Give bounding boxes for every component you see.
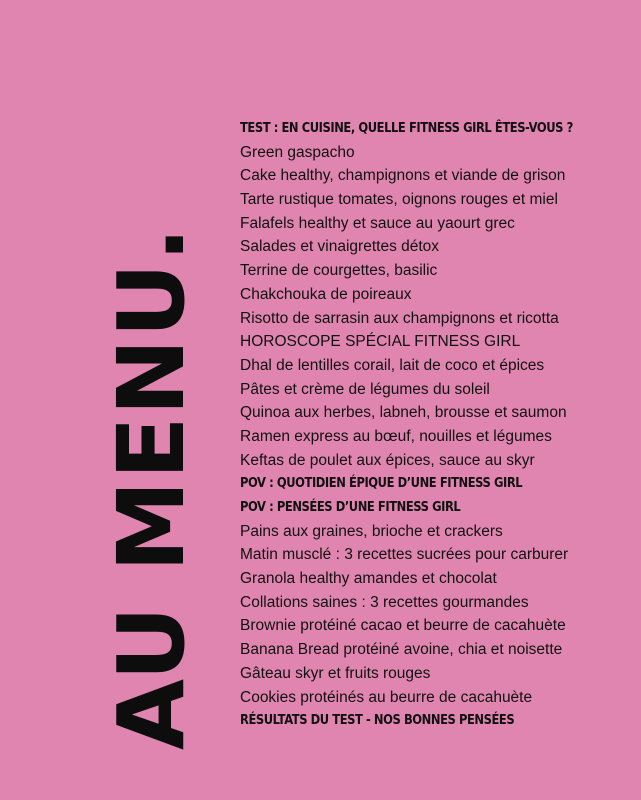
menu-heading: POV : PENSÉES D’UNE FITNESS GIRL bbox=[240, 500, 461, 515]
menu-item: Chakchouka de poireaux bbox=[240, 285, 412, 303]
menu-item: HOROSCOPE SPÉCIAL FITNESS GIRL bbox=[240, 333, 521, 351]
menu-heading: RÉSULTATS DU TEST - NOS BONNES PENSÉES bbox=[240, 713, 515, 729]
menu-item: Risotto de sarrasin aux champignons et ricotta bbox=[240, 309, 559, 327]
menu-item: Matin musclé : 3 recettes sucrées pour carburer bbox=[240, 546, 569, 564]
menu-item: Dhal de lentilles corail, lait de coco et épices bbox=[240, 356, 545, 374]
menu-item: Collations saines : 3 recettes gourmandes bbox=[240, 593, 529, 611]
menu-item: Gâteau skyr et fruits rouges bbox=[240, 664, 431, 682]
menu-list bbox=[240, 117, 627, 733]
menu-item: Terrine de courgettes, basilic bbox=[240, 262, 438, 280]
menu-item: Keftas de poulet aux épices, sauce au skyr bbox=[240, 451, 535, 469]
menu-heading: TEST : EN CUISINE, QUELLE FITNESS GIRL ÊTES-VOUS ? bbox=[240, 121, 573, 136]
menu-item: Brownie protéiné cacao et beurre de cacahuète bbox=[240, 617, 566, 635]
menu-item: Quinoa aux herbes, labneh, brousse et saumon bbox=[240, 404, 567, 422]
menu-heading: POV : QUOTIDIEN ÉPIQUE D’UNE FITNESS GIRL bbox=[240, 476, 523, 492]
menu-item: Tarte rustique tomates, oignons rouges et miel bbox=[240, 191, 558, 209]
menu-item: Pains aux graines, brioche et crackers bbox=[240, 522, 503, 540]
menu-item: Falafels healthy et sauce au yaourt grec bbox=[240, 214, 515, 232]
menu-item: Ramen express au bœuf, nouilles et légumes bbox=[240, 427, 552, 445]
menu-item: Pâtes et crème de légumes du soleil bbox=[240, 380, 490, 398]
menu-item: Granola healthy amandes et chocolat bbox=[240, 570, 497, 588]
menu-item: Salades et vinaigrettes détox bbox=[240, 238, 440, 256]
menu-item: Cake healthy, champignons et viande de grison bbox=[240, 167, 566, 185]
menu-item: Green gaspacho bbox=[240, 143, 355, 161]
page-title: AU MENU. bbox=[98, 225, 205, 751]
menu-item: Cookies protéinés au beurre de cacahuète bbox=[240, 688, 533, 706]
menu-item: Banana Bread protéiné avoine, chia et noisette bbox=[240, 641, 563, 659]
